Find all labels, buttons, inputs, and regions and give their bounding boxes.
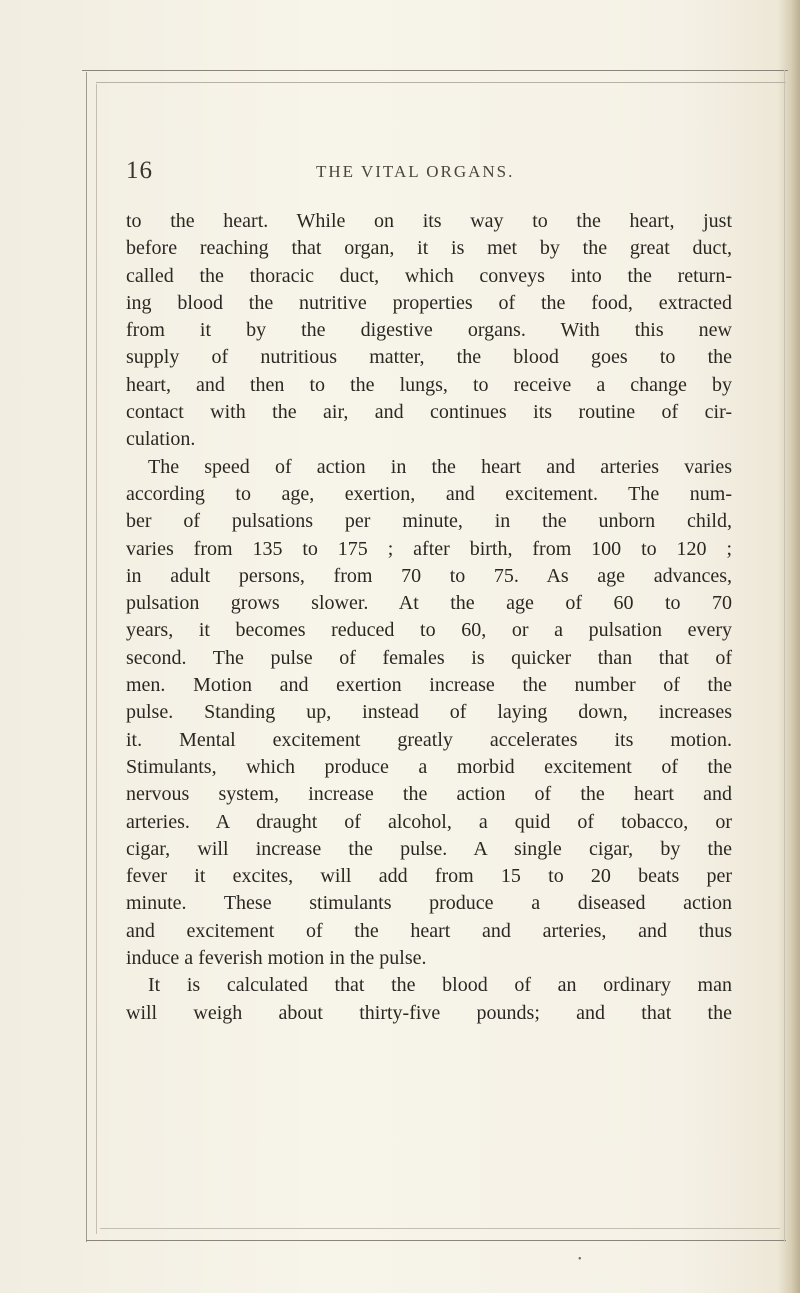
text-line: pulsation grows slower. At the age of 60 to 70 [126,592,732,615]
page-number: 16 [126,157,153,184]
text-line: heart, and then to the lungs, to receive a change by [126,373,732,396]
frame-line [82,70,788,71]
text-line: Stimulants, which produce a morbid excitement of the [126,755,732,778]
text-line: before reaching that organ, it is met by the great duct, [126,237,732,260]
frame-line [96,84,97,1234]
text-line: from it by the digestive organs. With this new [126,319,732,342]
text-line: supply of nutritious matter, the blood goes to the [126,346,732,369]
body-text [126,208,732,1027]
text-line: according to age, exertion, and excitement. The num- [126,482,732,505]
footer-mark: • [578,1254,582,1265]
text-line: years, it becomes reduced to 60, or a pulsation every [126,619,732,642]
text-line: in adult persons, from 70 to 75. As age advances, [126,564,732,587]
text-line: ber of pulsations per minute, in the unborn child, [126,510,732,533]
text-line: will weigh about thirty-five pounds; and that the [126,1001,732,1024]
frame-line [100,1228,780,1229]
text-line: called the thoracic duct, which conveys into the return- [126,264,732,287]
text-line: fever it excites, will add from 15 to 20 beats per [126,865,732,888]
text-line: It is calculated that the blood of an ordinary man [148,974,732,997]
text-line: varies from 135 to 175 ; after birth, from 100 to 120 ; [126,537,732,560]
text-line: minute. These stimulants produce a diseased action [126,892,732,915]
text-line: cigar, will increase the pulse. A single cigar, by the [126,837,732,860]
text-line: nervous system, increase the action of the heart and [126,783,732,806]
text-line: contact with the air, and continues its routine of cir- [126,401,732,424]
text-line: culation. [126,428,196,451]
text-line: The speed of action in the heart and arteries varies [148,455,732,478]
running-head: THE VITAL ORGANS. [316,162,515,181]
text-line: pulse. Standing up, instead of laying down, increases [126,701,732,724]
text-line: to the heart. While on its way to the heart, just [126,210,732,232]
frame-line [784,70,785,1242]
text-line: it. Mental excitement greatly accelerates its motion. [126,728,732,751]
frame-line [86,72,87,1242]
text-line: ing blood the nutritive properties of the food, extracted [126,291,732,314]
text-line: and excitement of the heart and arteries, and thus [126,919,732,942]
frame-line [86,1240,786,1241]
text-line: induce a feverish motion in the pulse. [126,947,427,970]
text-line: second. The pulse of females is quicker than that of [126,646,732,669]
binding-shadow [778,0,800,1293]
frame-line [96,82,786,83]
text-line: men. Motion and exertion increase the number of the [126,674,732,697]
text-line: arteries. A draught of alcohol, a quid of tobacco, or [126,810,732,833]
